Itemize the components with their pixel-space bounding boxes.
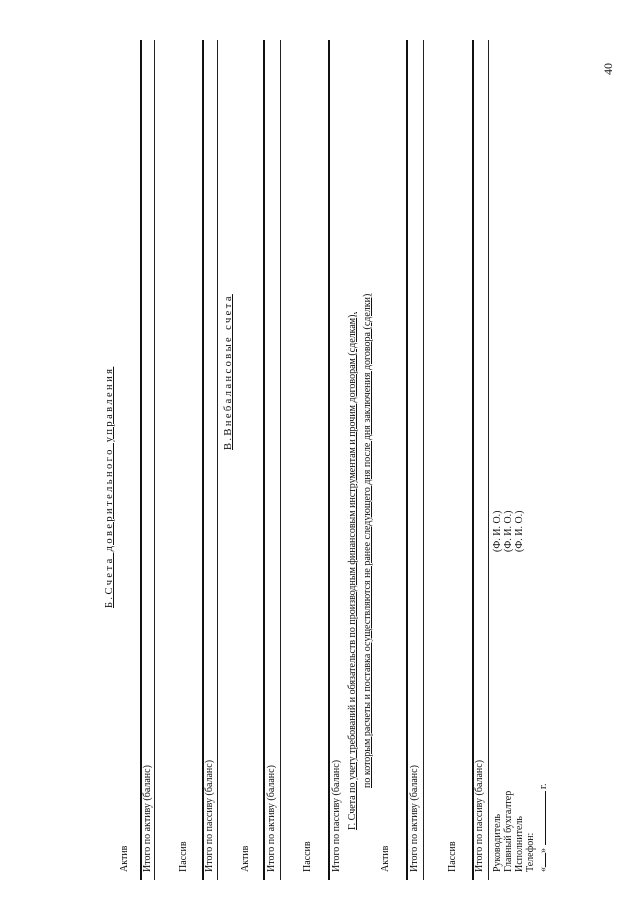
row-aktiv-b: Актив bbox=[119, 845, 130, 872]
phone-label: Телефон: bbox=[525, 832, 536, 872]
row-itogo-aktiv-b: Итого по активу (баланс) bbox=[142, 765, 153, 872]
divider bbox=[406, 40, 408, 880]
row-itogo-passiv-b: Итого по пассиву (баланс) bbox=[204, 759, 215, 872]
signature-fio-executor: (Ф. И. О.) bbox=[514, 510, 525, 552]
date-line bbox=[536, 784, 550, 872]
section-g-heading-line1: Г. Счета по учету требований и обязательств по производным финансовым инструментам и прочим договорам (сделкам), bbox=[347, 312, 358, 830]
signature-role-executor: Исполнитель bbox=[514, 816, 525, 872]
row-itogo-passiv-v: Итого по пассиву (баланс) bbox=[331, 759, 342, 872]
row-passiv-g: Пассив bbox=[447, 841, 458, 872]
signature-fio-head: (Ф. И. О.) bbox=[492, 510, 503, 552]
balance-sheet-form bbox=[100, 40, 549, 880]
divider bbox=[488, 40, 489, 880]
section-g-heading-line2: по которым расчеты и поставка осуществляются не ранее следующего дня после дня заключения договора (сделки) bbox=[362, 293, 373, 788]
signature-fio-chief-accountant: (Ф. И. О.) bbox=[503, 510, 514, 552]
signature-role-chief-accountant: Главный бухгалтер bbox=[503, 790, 514, 872]
date-close-quote: » bbox=[538, 848, 549, 853]
date-open-quote: « bbox=[538, 867, 549, 872]
row-itogo-passiv-g: Итого по пассиву (баланс) bbox=[474, 759, 485, 872]
section-v-heading: В.Внебалансовые счета bbox=[223, 294, 234, 450]
signature-role-head: Руководитель bbox=[492, 813, 503, 872]
row-passiv-v: Пассив bbox=[302, 841, 313, 872]
divider bbox=[202, 40, 204, 880]
row-itogo-aktiv-g: Итого по активу (баланс) bbox=[409, 765, 420, 872]
divider bbox=[472, 40, 474, 880]
row-aktiv-v: Актив bbox=[240, 845, 251, 872]
divider bbox=[263, 40, 265, 880]
divider bbox=[423, 40, 424, 880]
date-year-suffix: г. bbox=[538, 783, 549, 789]
divider bbox=[140, 40, 142, 880]
month-blank bbox=[536, 792, 546, 846]
divider bbox=[328, 40, 330, 880]
divider bbox=[217, 40, 218, 880]
section-b-heading: Б.Счета доверительного управления bbox=[104, 366, 115, 608]
page-number: 40 bbox=[601, 63, 615, 75]
row-itogo-aktiv-v: Итого по активу (баланс) bbox=[266, 765, 277, 872]
row-aktiv-g: Актив bbox=[380, 845, 391, 872]
divider bbox=[154, 40, 155, 880]
divider bbox=[280, 40, 281, 880]
row-passiv-b: Пассив bbox=[178, 841, 189, 872]
day-blank bbox=[536, 853, 546, 867]
